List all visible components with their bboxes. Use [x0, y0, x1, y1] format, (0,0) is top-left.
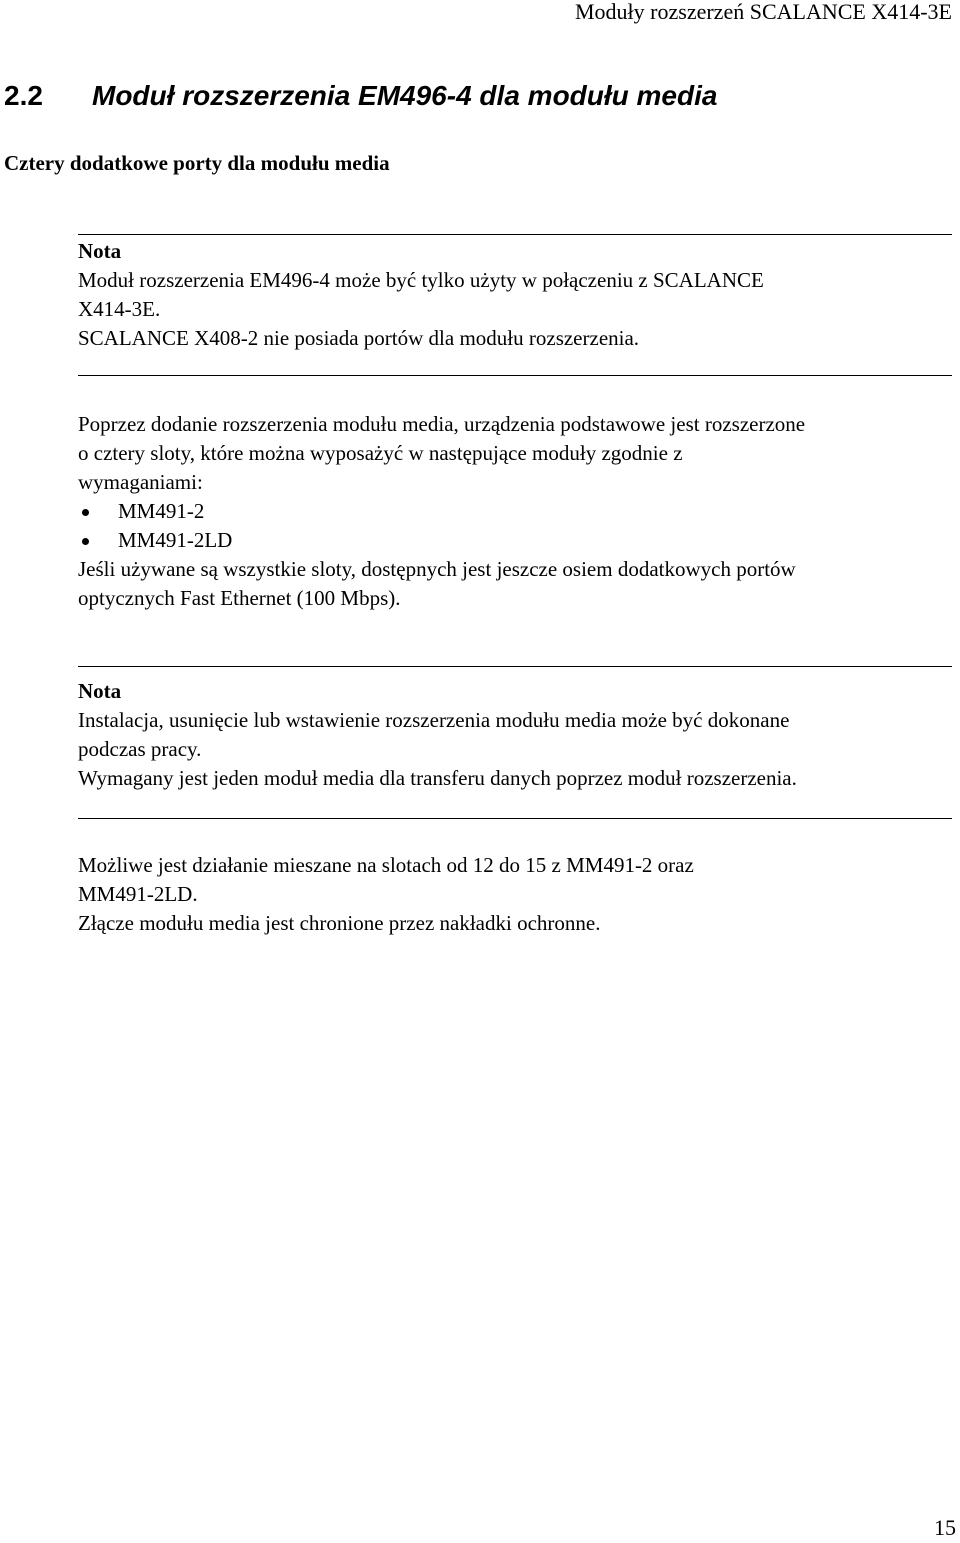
note-block: [78, 237, 958, 353]
list-item: [78, 526, 958, 555]
note-line: Wymagany jest jeden moduł media dla transferu danych poprzez moduł rozszerzenia.: [78, 766, 797, 790]
paragraph-line: Możliwe jest działanie mieszane na slotach od 12 do 15 z MM491-2 oraz: [78, 853, 694, 877]
note-line: podczas pracy.: [78, 737, 202, 761]
note-block: [78, 677, 958, 793]
note-top-rule: [78, 666, 952, 667]
note-line: SCALANCE X408-2 nie posiada portów dla modułu rozszerzenia.: [78, 326, 640, 350]
section-number: 2.2: [4, 80, 43, 111]
closing-text: [78, 851, 958, 938]
section-title: Moduł rozszerzenia EM496-4 dla modułu media: [92, 80, 718, 111]
note-bottom-rule: [78, 818, 952, 819]
note-line: Moduł rozszerzenia EM496-4 może być tylko użyty w połączeniu z SCALANCE: [78, 268, 764, 292]
running-header: Moduły rozszerzeń SCALANCE X414-3E: [575, 0, 952, 24]
list-item-label: MM491-2LD: [118, 528, 233, 552]
paragraph-line: Poprzez dodanie rozszerzenia modułu media, urządzenia podstawowe jest rozszerzone: [78, 412, 806, 436]
paragraph-line: wymaganiami:: [78, 470, 203, 494]
body-text: [78, 410, 958, 613]
bullet-icon: [82, 538, 89, 545]
paragraph-line: optycznych Fast Ethernet (100 Mbps).: [78, 586, 401, 610]
note-line: Instalacja, usunięcie lub wstawienie rozszerzenia modułu media może być dokonane: [78, 708, 790, 732]
paragraph-line: o cztery sloty, które można wyposażyć w następujące moduły zgodnie z: [78, 441, 683, 465]
note-heading: Nota: [78, 239, 122, 263]
note-heading: Nota: [78, 679, 122, 703]
list-item: [78, 497, 958, 526]
section-subtitle: Cztery dodatkowe porty dla modułu media: [4, 151, 390, 175]
note-top-rule: [78, 234, 952, 235]
paragraph-line: Jeśli używane są wszystkie sloty, dostępnych jest jeszcze osiem dodatkowych portów: [78, 557, 796, 581]
section-heading: [4, 80, 717, 112]
paragraph-line: Złącze modułu media jest chronione przez nakładki ochronne.: [78, 911, 601, 935]
bullet-icon: [82, 509, 89, 516]
note-line: X414-3E.: [78, 297, 161, 321]
page-number: 15: [934, 1515, 956, 1540]
module-list: [78, 497, 958, 555]
note-bottom-rule: [78, 375, 952, 376]
list-item-label: MM491-2: [118, 499, 205, 523]
paragraph-line: MM491-2LD.: [78, 882, 198, 906]
